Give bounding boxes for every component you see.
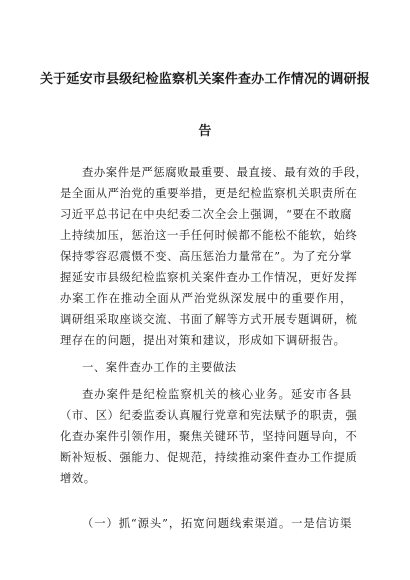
section-line-1: 查办案件是纪检监察机关的核心业务。延安市各县 (82, 388, 352, 401)
section-line-3: 化查办案件引领作用，聚焦关键环节，坚持问题导向，不 (60, 430, 358, 443)
intro-line-5: 保持零容忍震慑不变、高压惩治力量常在”。为了充分掌 (60, 250, 352, 263)
intro-line-2: 是全面从严治党的重要举措，更是纪检监察机关职责所在 (60, 187, 358, 200)
report-title-line-2: 告 (198, 124, 212, 139)
section-heading: 一、案件查办工作的主要做法 (82, 361, 237, 374)
section-line-2: （市、区）纪委监委认真履行党章和宪法赋予的职责，强 (60, 409, 358, 422)
section-line-5: 增效。 (60, 472, 96, 485)
intro-line-8: 调研组采取座谈交流、书面了解等方式开展专题调研，梳 (60, 313, 358, 326)
intro-line-4: 上持续加压，惩治这一手任何时候都不能松不能软，始终 (60, 229, 358, 242)
intro-line-7: 办案工作在推动全面从严治党纵深发展中的重要作用， (60, 292, 352, 305)
subsection-line-1: （一）抓“源头”，拓宽问题线索渠道。一是信访渠 (82, 517, 352, 530)
intro-line-9: 理存在的问题，提出对策和建议，形成如下调研报告。 (60, 334, 346, 347)
intro-line-3: 习近平总书记在中央纪委二次全会上强调，“要在不敢腐 (60, 208, 352, 221)
intro-line-1: 查办案件是严惩腐败最重要、最直接、最有效的手段， (82, 166, 368, 179)
intro-line-6: 握延安市县级纪检监察机关案件查办工作情况，更好发挥 (60, 271, 358, 284)
report-title-line-1: 关于延安市县级纪检监察机关案件查办工作情况的调研报 (39, 72, 370, 87)
section-line-4: 断补短板、强能力、促规范，持续推动案件查办工作提质 (60, 451, 358, 464)
